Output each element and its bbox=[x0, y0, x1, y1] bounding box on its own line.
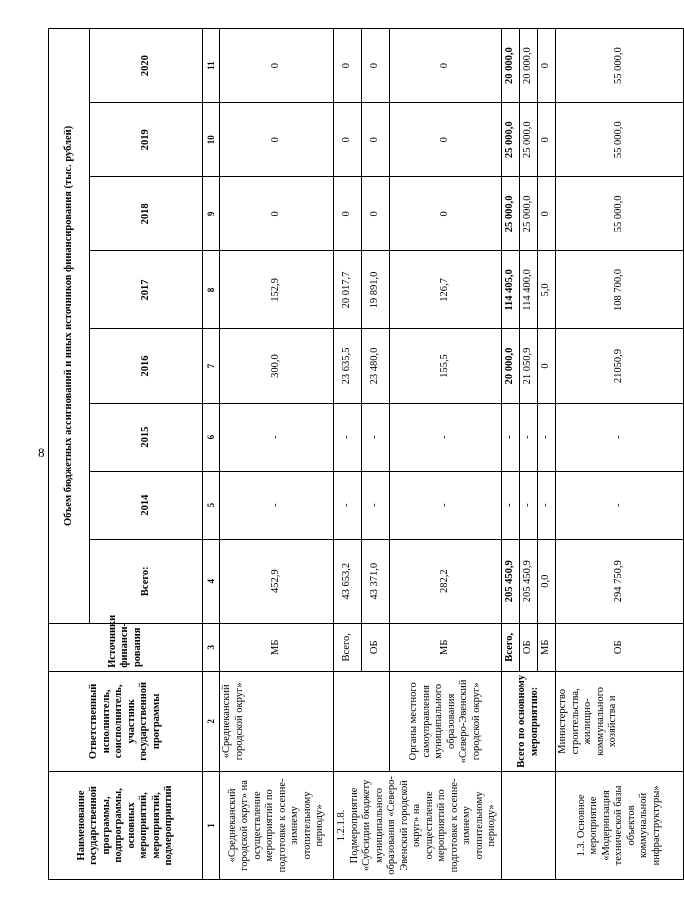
cell-value: 0,0 bbox=[538, 539, 556, 623]
col-number: 11 bbox=[203, 29, 220, 103]
cell-value: 0 bbox=[390, 29, 502, 103]
cell-value: 20 000,0 bbox=[520, 29, 538, 103]
cell-value: - bbox=[538, 471, 556, 539]
cell-value: 25 000,0 bbox=[502, 177, 520, 251]
cell-value: - bbox=[390, 471, 502, 539]
row-source: Всего, bbox=[334, 623, 362, 671]
cell-value: - bbox=[220, 471, 334, 539]
cell-value: 0 bbox=[538, 103, 556, 177]
col-number: 3 bbox=[203, 623, 220, 671]
cell-value: 20 017,7 bbox=[334, 251, 362, 329]
cell-value: - bbox=[520, 403, 538, 471]
cell-value: - bbox=[390, 403, 502, 471]
cell-value: 0 bbox=[538, 177, 556, 251]
cell-value: 452,9 bbox=[220, 539, 334, 623]
col-number: 9 bbox=[203, 177, 220, 251]
col-number: 4 bbox=[203, 539, 220, 623]
cell-value: 0 bbox=[390, 103, 502, 177]
row-source: МБ bbox=[390, 623, 502, 671]
cell-value: 25 000,0 bbox=[520, 177, 538, 251]
header-sources: Источники финанси-рования bbox=[49, 623, 203, 671]
rotated-table-page bbox=[48, 28, 662, 880]
cell-value: 55 000,0 bbox=[556, 177, 684, 251]
col-number: 2 bbox=[203, 671, 220, 771]
row-name: «Среднеканский городской округ» на осуществление мероприятий по подготовке к осенне-зимнему отопительному периоду» bbox=[220, 771, 334, 879]
cell-value: 300,0 bbox=[220, 329, 334, 403]
column-number-row bbox=[203, 29, 220, 880]
cell-value: 155,5 bbox=[390, 329, 502, 403]
col-number: 6 bbox=[203, 403, 220, 471]
cell-value: 282,2 bbox=[390, 539, 502, 623]
cell-value: 0 bbox=[220, 29, 334, 103]
row-source: ОБ bbox=[520, 623, 538, 671]
cell-value: 0 bbox=[538, 329, 556, 403]
cell-value: 43 653,2 bbox=[334, 539, 362, 623]
cell-value: 19 891,0 bbox=[362, 251, 390, 329]
header-year-2015: 2015 bbox=[90, 403, 203, 471]
total-row bbox=[502, 29, 520, 880]
cell-value: 108 700,0 bbox=[556, 251, 684, 329]
table-row bbox=[390, 29, 502, 880]
header-responsible: Ответственный исполнитель, соисполнитель, участник государственной программы bbox=[49, 671, 203, 771]
row-responsible: Органы местного самоуправления муниципального образования «Северо-Эвенский городской округ» bbox=[390, 671, 502, 771]
cell-value: - bbox=[502, 471, 520, 539]
cell-value: 0 bbox=[334, 29, 362, 103]
col-number: 10 bbox=[203, 103, 220, 177]
cell-value: 0 bbox=[362, 29, 390, 103]
cell-value: 0 bbox=[220, 103, 334, 177]
cell-value: - bbox=[362, 403, 390, 471]
cell-value: 152,9 bbox=[220, 251, 334, 329]
cell-value: 43 371,0 bbox=[362, 539, 390, 623]
col-number: 8 bbox=[203, 251, 220, 329]
page-number: 8 bbox=[38, 445, 45, 460]
cell-value: - bbox=[334, 471, 362, 539]
table-row bbox=[334, 29, 362, 880]
header-name: Наименование государственной программы, подпрограммы, основных мероприятий, мероприятий, подмероприятий bbox=[49, 771, 203, 879]
cell-value: 0 bbox=[220, 177, 334, 251]
cell-value: 23 635,5 bbox=[334, 329, 362, 403]
header-year-2014: 2014 bbox=[90, 471, 203, 539]
cell-value: 294 750,9 bbox=[556, 539, 684, 623]
row-responsible: «Среднеканский городской округ» bbox=[220, 671, 334, 771]
cell-value: - bbox=[502, 403, 520, 471]
row-responsible bbox=[334, 671, 390, 771]
header-year-2017: 2017 bbox=[90, 251, 203, 329]
row-source: МБ bbox=[538, 623, 556, 671]
financing-table bbox=[48, 28, 684, 880]
cell-value: - bbox=[520, 471, 538, 539]
cell-value: - bbox=[362, 471, 390, 539]
row-responsible: Министерство строительства, жилищно-коммунального хозяйства и bbox=[556, 671, 684, 771]
header-year-2016: 2016 bbox=[90, 329, 203, 403]
cell-value: - bbox=[556, 471, 684, 539]
row-name: 1.2.1.8. Подмероприятие «Субсидии бюджету муниципального образования «Северо-Эвенский городской округ» на осуществление мероприятий по подготовке к осенне-зимнему отопительному периоду» bbox=[334, 771, 502, 879]
table-row bbox=[556, 29, 684, 880]
cell-value: 20 000,0 bbox=[502, 329, 520, 403]
cell-value: - bbox=[334, 403, 362, 471]
cell-value: 20 000,0 bbox=[502, 29, 520, 103]
col-number: 7 bbox=[203, 329, 220, 403]
cell-value: 114 400,0 bbox=[520, 251, 538, 329]
cell-value: 114 405,0 bbox=[502, 251, 520, 329]
cell-value: 55 000,0 bbox=[556, 29, 684, 103]
header-year-total: Всего: bbox=[90, 539, 203, 623]
total-empty bbox=[502, 771, 556, 879]
total-label: Всего по основному мероприятию: bbox=[502, 671, 556, 771]
row-name: 1.3. Основное мероприятие «Модернизация технической базы объектов коммунальной инфраструктуры» bbox=[556, 771, 684, 879]
cell-value: - bbox=[538, 403, 556, 471]
header-volume-title: Объем бюджетных ассигнований и иных источников финансирования (тыс. рублей) bbox=[49, 29, 90, 624]
cell-value: 23 480,0 bbox=[362, 329, 390, 403]
cell-value: 25 000,0 bbox=[502, 103, 520, 177]
row-source: ОБ bbox=[362, 623, 390, 671]
cell-value: - bbox=[220, 403, 334, 471]
row-source: ОБ bbox=[556, 623, 684, 671]
cell-value: - bbox=[556, 403, 684, 471]
header-year-2020: 2020 bbox=[90, 29, 203, 103]
header-year-2018: 2018 bbox=[90, 177, 203, 251]
row-source: МБ bbox=[220, 623, 334, 671]
cell-value: 0 bbox=[538, 29, 556, 103]
col-number: 5 bbox=[203, 471, 220, 539]
row-source: Всего, bbox=[502, 623, 520, 671]
cell-value: 205 450,9 bbox=[520, 539, 538, 623]
cell-value: 205 450,9 bbox=[502, 539, 520, 623]
cell-value: 5,0 bbox=[538, 251, 556, 329]
cell-value: 0 bbox=[334, 177, 362, 251]
cell-value: 0 bbox=[362, 177, 390, 251]
table-row bbox=[220, 29, 334, 880]
cell-value: 0 bbox=[390, 177, 502, 251]
cell-value: 126,7 bbox=[390, 251, 502, 329]
col-number: 1 bbox=[203, 771, 220, 879]
cell-value: 21 050,9 bbox=[520, 329, 538, 403]
cell-value: 25 000,0 bbox=[520, 103, 538, 177]
cell-value: 55 000,0 bbox=[556, 103, 684, 177]
cell-value: 0 bbox=[362, 103, 390, 177]
header-year-2019: 2019 bbox=[90, 103, 203, 177]
cell-value: 0 bbox=[334, 103, 362, 177]
cell-value: 21050,9 bbox=[556, 329, 684, 403]
